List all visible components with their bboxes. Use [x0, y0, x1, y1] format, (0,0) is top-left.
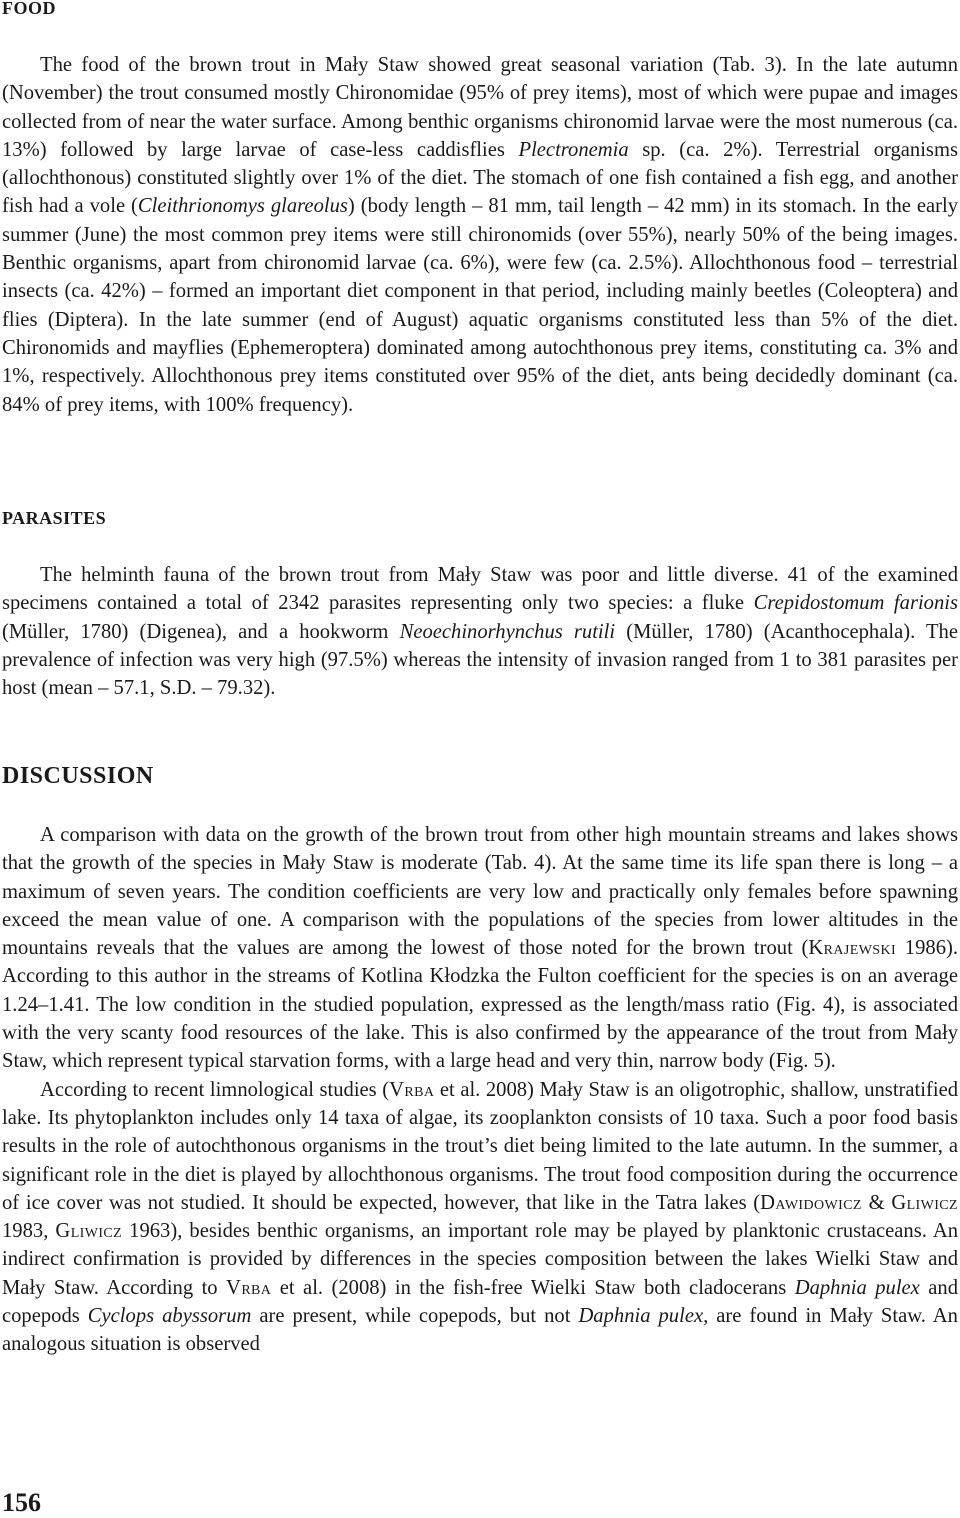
parasites-paragraph: [2, 561, 958, 702]
section-heading-parasites: PARASITES: [2, 508, 107, 528]
discussion-text-segment: 1963), besides benthic organisms, an important role may be played by planktonic crustaceans. An indirect confirmation is provided by differences in the species composition between the lakes Wielki Staw and Mały Staw. According to: [2, 1220, 958, 1299]
discussion-text-segment: According to recent limnological studies (: [40, 1078, 390, 1101]
parasites-text-segment: The helminth fauna of the brown trout from Mały Staw was poor and little diverse. 41 of the examined specimens contained a total of 2342 parasites representing only two species: a fluke: [2, 564, 958, 615]
author-citation: Krajewski: [808, 937, 897, 960]
author-citation: Vrba: [389, 1078, 435, 1101]
species-name: Crepidostomum farionis: [753, 592, 959, 615]
species-name: Daphnia pulex: [794, 1276, 920, 1299]
food-text-segment: sp. (ca. 2%). Terrestrial organisms (allochthonous) constituted slightly over 1% of the diet. The stomach of one fish contained a fish egg, and another fish had a vole (: [2, 138, 958, 218]
food-paragraph: [2, 51, 958, 419]
author-citation: Vrba: [226, 1276, 272, 1299]
parasites-text-segment: (Müller, 1780) (Digenea), and a hookworm: [2, 620, 400, 643]
section-heading-food: FOOD: [2, 0, 56, 18]
page-number: 156: [2, 1488, 41, 1517]
species-name: Cyclops abyssorum: [87, 1305, 252, 1328]
author-citation: Dawidowicz: [760, 1191, 862, 1214]
discussion-text-segment: and copepods: [2, 1276, 959, 1328]
species-name: Neoechinorhynchus rutili: [399, 620, 616, 643]
parasites-text-segment: (Müller, 1780) (Acanthocephala). The prevalence of infection was very high (97.5%) whereas the intensity of invasion ranged from 1 to 381 parasites per host (mean – 57.1, S.D. – 79.32).: [2, 620, 958, 700]
parasites-section-body: [2, 561, 958, 702]
discussion-paragraph-1: [2, 821, 958, 1076]
discussion-paragraph-2: [2, 1076, 958, 1359]
discussion-text-segment: 1983,: [2, 1220, 56, 1243]
genus-name: Plectronemia: [518, 138, 629, 161]
discussion-text-segment: et al. 2008) Mały Staw is an oligotrophic, shallow, unstratified lake. Its phytoplankton includes only 14 taxa of algae, its zooplankton consists of 10 taxa. Such a poor food basis results in the role of autochthonous organisms in the trout’s diet being limited to the late autumn. In the summer, a significant role in the diet is played by allochthonous organisms. The trout food composition during the occurrence of ice cover was not studied. It should be expected, however, that like in the Tatra lakes (: [2, 1078, 959, 1214]
discussion-text-segment: are present, while copepods, but not: [251, 1305, 579, 1328]
discussion-text-segment: are found in Mały Staw. An analogous situation is observed: [2, 1305, 958, 1356]
section-heading-discussion: DISCUSSION: [2, 763, 154, 789]
food-section-body: [2, 51, 958, 419]
food-text-segment: ) (body length – 81 mm, tail length – 42 mm) in its stomach. In the early summer (June) the most common prey items were still chironomids (over 55%), nearly 50% of the being images. Benthic organisms, apart from chironomid larvae (ca. 6%), were few (ca. 2.5%). Allochthonous food – terrestrial insects (ca. 42%) – formed an important diet component in that period, including mainly beetles (Coleoptera) and flies (Diptera). In the late summer (end of August) aquatic organisms constituted less than 5% of the diet. Chironomids and mayflies (Ephemeroptera) dominated among autochthonous prey items, constituting ca. 3% and 1%, respectively. Allochthonous prey items constituted over 95% of the diet, ants being decidedly dominant (ca. 84% of prey items, with 100% frequency).: [2, 195, 958, 416]
food-text-segment: The food of the brown trout in Mały Staw showed great seasonal variation (Tab. 3). In the late autumn (November) the trout consumed mostly Chironomidae (95% of prey items), most of which were pupae and images collected from of near the water surface. Among benthic organisms chironomid larvae were the most numerous (ca. 13%) followed by large larvae of case-less caddisflies: [2, 54, 958, 161]
author-citation: Gliwicz: [55, 1220, 123, 1243]
author-citation: Gliwicz: [891, 1191, 958, 1214]
discussion-text-segment: A comparison with data on the growth of the brown trout from other high mountain streams and lakes shows that the growth of the species in Mały Staw is moderate (Tab. 4). At the same time its life span there is long – a maximum of seven years. The condition coefficients are very low and practically only females before spawning exceed the mean value of one. A comparison with the populations of the species from lower altitudes in the mountains reveals that the values are among the lowest of those noted for the brown trout (: [2, 824, 958, 960]
species-name: Cleithrionomys glareolus: [137, 195, 348, 218]
discussion-text-segment: &: [861, 1191, 892, 1214]
species-name: Daphnia pulex,: [578, 1305, 709, 1328]
discussion-text-segment: et al. (2008) in the fish-free Wielki Staw both cladocerans: [271, 1276, 795, 1299]
discussion-section-body: [2, 821, 958, 1359]
discussion-text-segment: 1986). According to this author in the streams of Kotlina Kłodzka the Fulton coefficient for the species is on an average 1.24–1.41. The low condition in the studied population, expressed as the length/mass ratio (Fig. 4), is associated with the very scanty food resources of the lake. This is also confirmed by the appearance of the trout from Mały Staw, which represent typical starvation forms, with a large head and very thin, narrow body (Fig. 5).: [2, 937, 958, 1073]
